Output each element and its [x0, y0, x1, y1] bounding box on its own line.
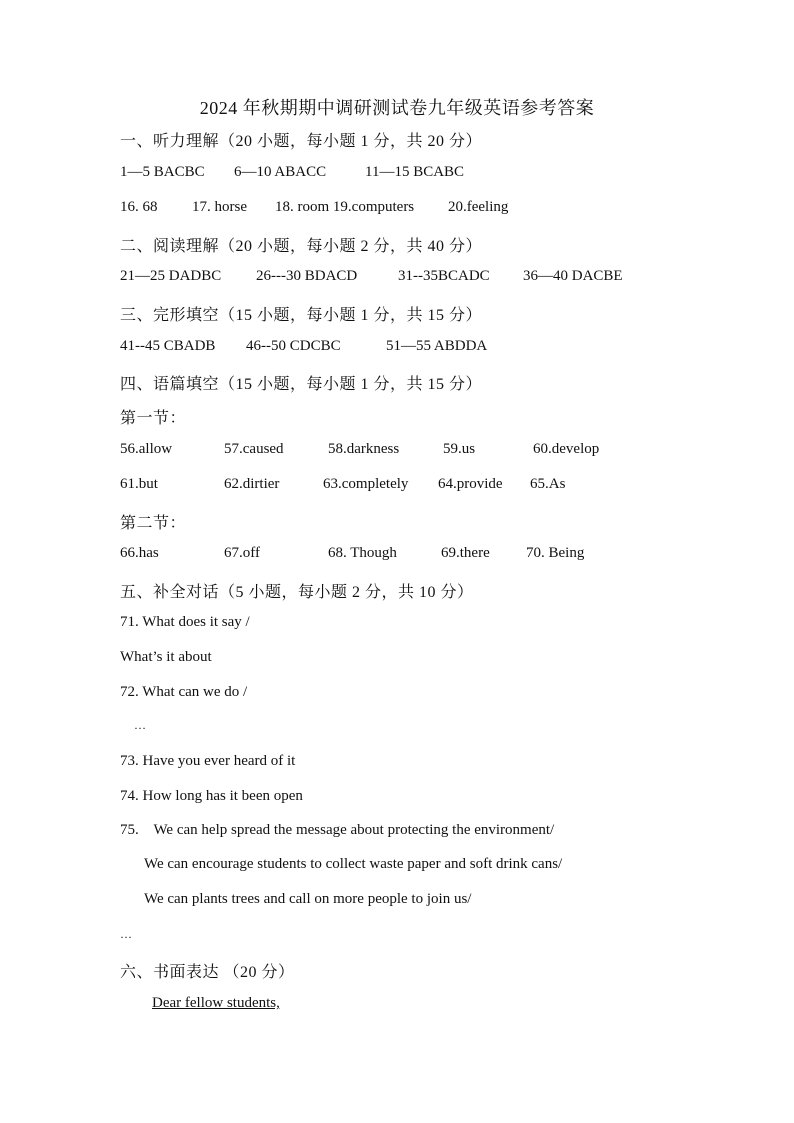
section-2-heading: 二、阅读理解（20 小题，每小题 2 分，共 40 分）: [120, 238, 483, 255]
dialogue-answer: We can plants trees and call on more people to join us/: [144, 891, 472, 907]
answer-item: 69.there: [441, 545, 490, 561]
section-4-heading: 四、语篇填空（15 小题，每小题 1 分，共 15 分）: [120, 376, 483, 393]
dialogue-answer: 73. Have you ever heard of it: [120, 753, 296, 769]
section-1-heading: 一、听力理解（20 小题，每小题 1 分，共 20 分）: [120, 133, 483, 150]
answer-group: 51—55 ABDDA: [386, 338, 488, 354]
section-3-heading: 三、完形填空（15 小题，每小题 1 分，共 15 分）: [120, 307, 483, 324]
answer-item: 17. horse: [192, 199, 247, 215]
answer-group: 41--45 CBADB: [120, 338, 216, 354]
answer-item: 16. 68: [120, 199, 158, 215]
section-5-heading: 五、补全对话（5 小题，每小题 2 分，共 10 分）: [120, 584, 474, 601]
answer-item: 65.As: [530, 476, 566, 492]
answer-group: 36—40 DACBE: [523, 268, 623, 284]
part-1-label: 第一节：: [120, 410, 187, 427]
dialogue-answer: 72. What can we do /: [120, 684, 248, 700]
dialogue-answer: 75. We can help spread the message about protecting the environment/: [120, 822, 555, 838]
answer-item: 63.completely: [323, 476, 409, 492]
answer-group: 11—15 BCABC: [365, 164, 465, 180]
answer-item: 58.darkness: [328, 441, 400, 457]
answer-group: 1—5 BACBC: [120, 164, 205, 180]
answer-group: 31--35BCADC: [398, 268, 490, 284]
answer-item: 62.dirtier: [224, 476, 280, 492]
answer-item: 66.has: [120, 545, 159, 561]
answer-group: 46--50 CDCBC: [246, 338, 341, 354]
answer-group: 6—10 ABACC: [234, 164, 327, 180]
answer-item: 68. Though: [328, 545, 397, 561]
answer-group: 21—25 DADBC: [120, 268, 222, 284]
answer-item: 70. Being: [526, 545, 585, 561]
answer-item: 57.caused: [224, 441, 284, 457]
answer-item: 67.off: [224, 545, 260, 561]
answer-item: 64.provide: [438, 476, 503, 492]
dialogue-answer: What’s it about: [120, 649, 212, 665]
part-2-label: 第二节：: [120, 515, 187, 532]
answer-item: 59.us: [443, 441, 476, 457]
page-title: 2024 年秋期期中调研测试卷九年级英语参考答案: [199, 98, 595, 118]
dialogue-answer: 71. What does it say /: [120, 614, 250, 630]
letter-salutation: Dear fellow students,: [152, 995, 280, 1011]
dialogue-answer: We can encourage students to collect waste paper and soft drink cans/: [144, 856, 563, 872]
answer-item: 60.develop: [533, 441, 600, 457]
dialogue-answer: …: [134, 718, 146, 732]
section-6-heading: 六、书面表达 （20 分）: [120, 964, 295, 981]
dialogue-answer: 74. How long has it been open: [120, 788, 303, 804]
answer-group: 26---30 BDACD: [256, 268, 358, 284]
answer-item: 20.feeling: [448, 199, 509, 215]
answer-item: 56.allow: [120, 441, 173, 457]
dialogue-answer: …: [120, 927, 132, 941]
answer-item: 61.but: [120, 476, 158, 492]
answer-item: 18. room 19.computers: [275, 199, 415, 215]
